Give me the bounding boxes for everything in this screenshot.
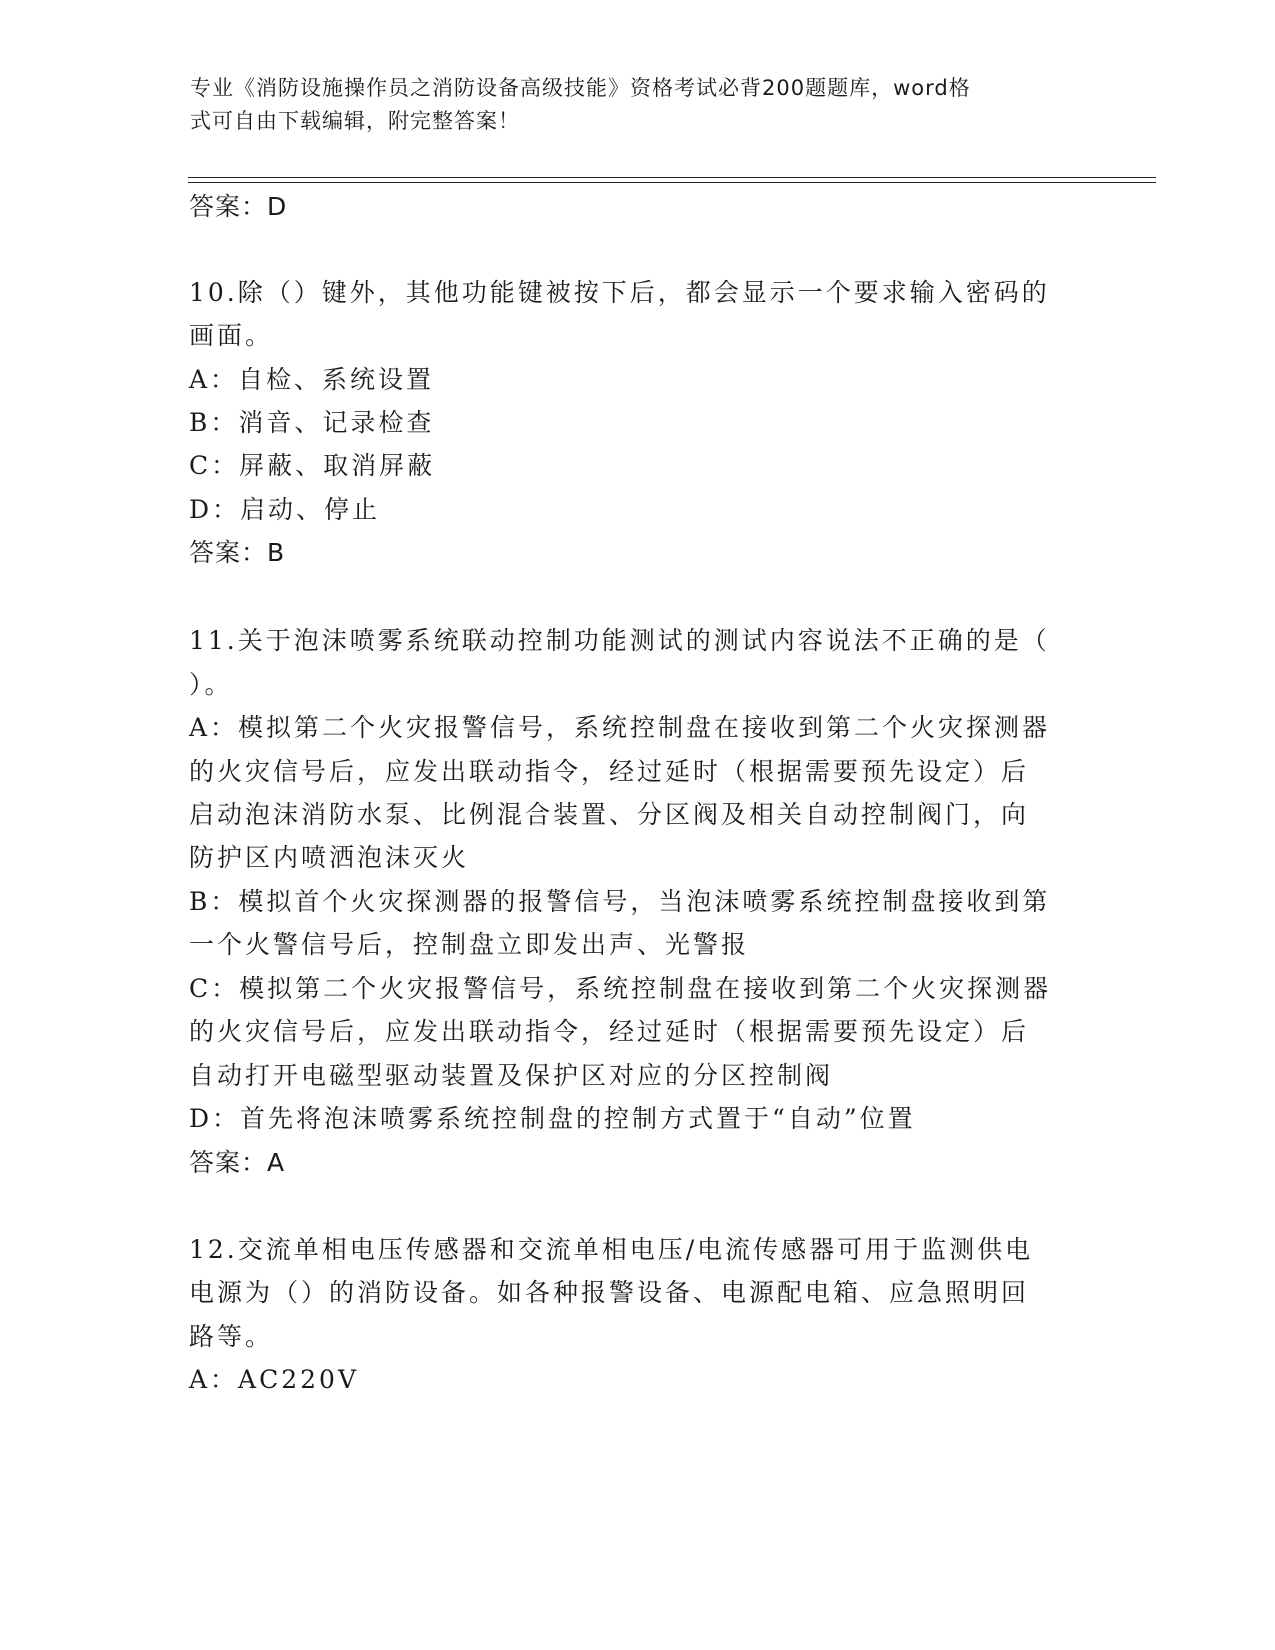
question-10-option-d: D：启动、停止 <box>189 495 381 524</box>
question-11-stem-line-2: ）。 <box>189 670 233 699</box>
question-10-answer: 答案：B <box>189 538 286 567</box>
header-line-1: 专业《消防设施操作员之消防设备高级技能》资格考试必背200题题库，word格 <box>190 76 971 100</box>
question-11-option-a-line-4: 防护区内喷洒泡沫灭火 <box>189 843 470 872</box>
header-rule-bottom <box>188 182 1156 183</box>
question-11-option-a-line-2: 的火灾信号后，应发出联动指令，经过延时（根据需要预先设定）后 <box>189 757 1030 786</box>
question-10-option-c: C：屏蔽、取消屏蔽 <box>189 451 436 480</box>
question-12-stem-line-3: 路等。 <box>189 1322 274 1351</box>
question-10-option-a: A：自检、系统设置 <box>189 365 435 394</box>
question-11-option-d: D：首先将泡沫喷雾系统控制盘的控制方式置于“自动”位置 <box>189 1104 916 1133</box>
question-12-stem-line-1: 12.交流单相电压传感器和交流单相电压/电流传感器可用于监测供电 <box>189 1235 1034 1264</box>
question-11-option-c-line-3: 自动打开电磁型驱动装置及保护区对应的分区控制阀 <box>189 1061 834 1090</box>
question-12-option-a: A：AC220V <box>189 1365 360 1394</box>
question-10-option-b: B：消音、记录检查 <box>189 408 435 437</box>
question-12-stem-line-2: 电源为（）的消防设备。如各种报警设备、电源配电箱、应急照明回 <box>189 1278 1030 1307</box>
question-10-stem-line-1: 10.除（）键外，其他功能键被按下后，都会显示一个要求输入密码的 <box>189 278 1050 307</box>
question-11-option-a-line-3: 启动泡沫消防水泵、比例混合装置、分区阀及相关自动控制阀门，向 <box>189 800 1030 829</box>
question-11-option-b-line-1: B：模拟首个火灾探测器的报警信号，当泡沫喷雾系统控制盘接收到第 <box>189 887 1051 916</box>
header-line-2: 式可自由下载编辑，附完整答案！ <box>190 109 520 133</box>
question-11-option-a-line-1: A：模拟第二个火灾报警信号，系统控制盘在接收到第二个火灾探测器 <box>189 713 1051 742</box>
answer-prev: 答案：D <box>189 192 288 221</box>
question-11-stem-line-1: 11.关于泡沫喷雾系统联动控制功能测试的测试内容说法不正确的是（ <box>189 626 1050 655</box>
question-10-stem-line-2: 画面。 <box>189 321 274 350</box>
question-11-option-b-line-2: 一个火警信号后，控制盘立即发出声、光警报 <box>189 930 750 959</box>
question-11-answer: 答案：A <box>189 1148 286 1177</box>
question-11-option-c-line-1: C：模拟第二个火灾报警信号，系统控制盘在接收到第二个火灾探测器 <box>189 974 1052 1003</box>
header-rule-top <box>188 177 1156 178</box>
question-11-option-c-line-2: 的火灾信号后，应发出联动指令，经过延时（根据需要预先设定）后 <box>189 1017 1030 1046</box>
document-header <box>190 72 1070 138</box>
